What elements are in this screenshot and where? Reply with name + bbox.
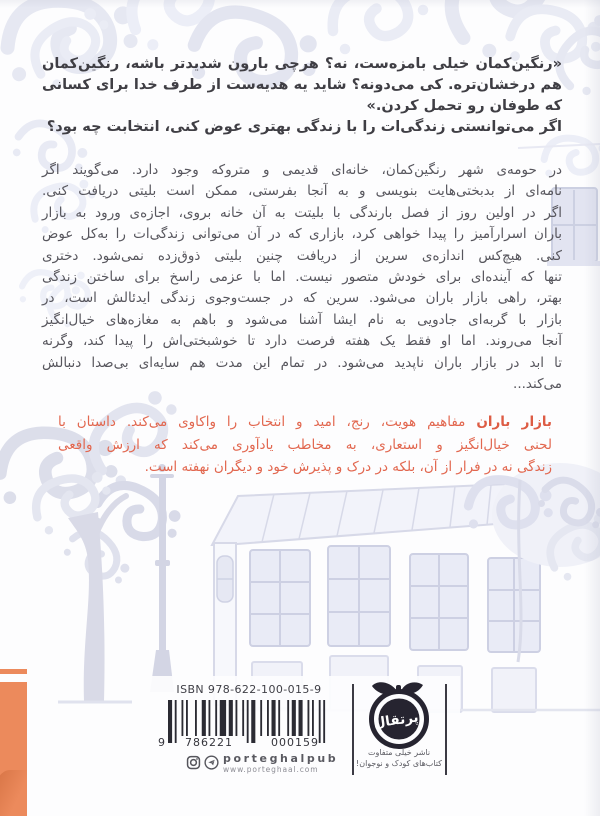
social-text xyxy=(223,752,338,773)
isbn-label: ISBN 978-622-100-015-9 xyxy=(176,683,322,696)
page-edge-shadow-right xyxy=(584,0,600,816)
shop-windows xyxy=(250,546,540,652)
publisher-website: www.porteghaal.com xyxy=(223,764,319,774)
cover-quote: «رنگین‌کمان خیلی بامزه‌ست، نه؟ هرچی بارون شدیدتر باشه، رنگین‌کمان هم درخشان‌تره. کی می‌دونه؟ شاید یه هدیه‌ست از طرف خدا برای کسانی که طوفان رو تحمل کردن.» xyxy=(42,56,562,114)
svg-text:پرتقال!: پرتقال! xyxy=(372,708,426,732)
barcode-digit-group2: 000159 xyxy=(271,736,319,749)
orange-fruit-logo-icon xyxy=(372,682,427,746)
spine-stripe-fold xyxy=(0,770,27,816)
page-edge-shadow-top xyxy=(0,0,600,8)
tagline-line1: ناشر خیلی متفاوت xyxy=(367,748,431,757)
social-icons xyxy=(186,755,219,770)
synopsis-text: در حومه‌ی شهر رنگین‌کمان، خانه‌ای قدیمی و متروکه وجود دارد. می‌گویند اگر نامه‌ای از بدبختی‌هایت بنویسی و به آنجا بفرستی، ممکن است بلیتی دریافت کنی. اگر در اولین روز از فصل بارندگی با بلیتت به آن خانه بروی، اجازه‌ی ورود به بازار باران اسرارآمیز را پیدا خواهی کرد، بازاری که در آن می‌توانی زندگی‌ات را به‌کل عوض کنی. هیچ‌کس اندازه‌ی سرین از دریافت چنین بلیتی ذوق‌زده نمی‌شود. دختری تنها که آینده‌ای برای خودش متصور نیست. اما با عزمی راسخ برای ساختن زندگی بهتر، راهی بازار باران می‌شود. سرین که در جست‌وجوی زندگی ایدئالش است، در بازار با گربه‌ای جادویی به نام ایشا آشنا می‌شود و باهم به مغازه‌های خیال‌انگیز آنجا می‌روند. اما او فقط یک هفته فرصت دارد تا خوشبختی‌اش را پیدا کند، وگرنه تا ابد در بازار باران ناپدید می‌شود. در تمام این مدت هم سایه‌ای بی‌صدا دنبالش می‌کند... xyxy=(42,162,562,393)
publisher-tagline xyxy=(351,747,447,769)
spine-stripe xyxy=(0,682,27,816)
social-handle: porteghalpub xyxy=(223,752,339,765)
cover-question: اگر می‌توانستی زندگی‌ات را با زندگی بهتری عوض کنی، انتخابت چه بود؟ xyxy=(46,119,562,135)
instagram-icon xyxy=(186,755,201,770)
barcode-digits xyxy=(158,736,338,749)
telegram-icon xyxy=(204,755,219,770)
pillar-window xyxy=(217,556,233,602)
review-text: بازار باران مفاهیم هویت، رنج، امید و انتخاب را واکاوی می‌کند. داستان با لحنی خیال‌انگیز و استعاری، به مخاطب یادآوری می‌کند که ارزش واقعی زندگی نه در فرار از آن، بلکه در درک و پذیرش خود و دیگران نهفته است. xyxy=(58,414,552,476)
tagline-line2: کتاب‌های کودک و نوجوان! xyxy=(355,759,442,768)
barcode-digit-group1: 786221 xyxy=(185,736,233,749)
spine-stripe-thin xyxy=(0,669,27,674)
barcode-digit-lead: 9 xyxy=(158,736,166,749)
social-row xyxy=(186,752,339,774)
publisher-logo xyxy=(366,678,432,750)
